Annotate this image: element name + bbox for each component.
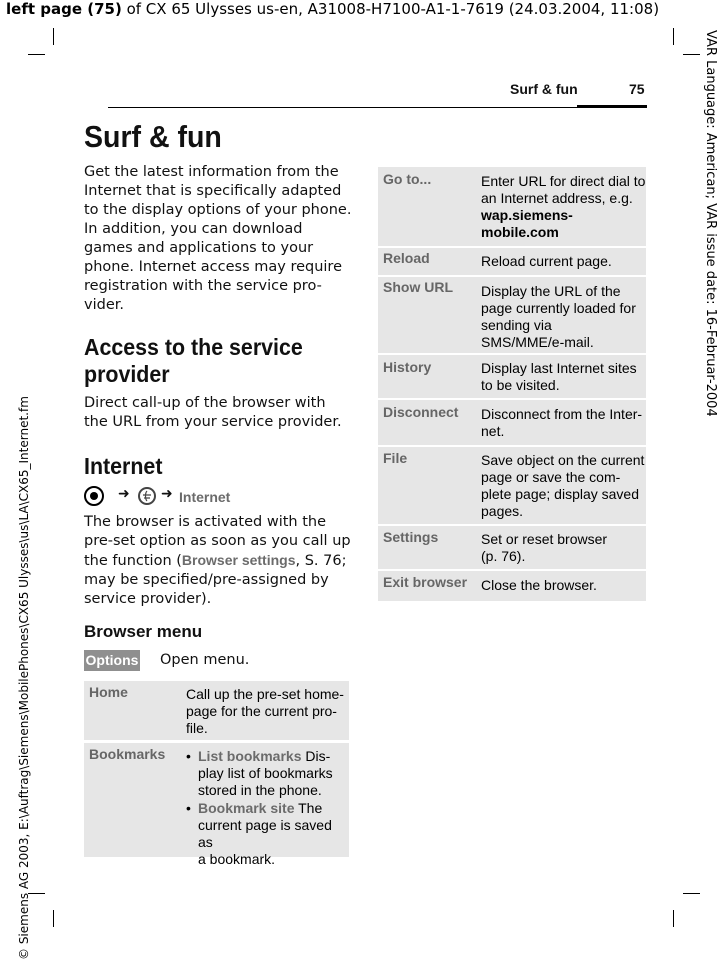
menu-key-goto: Go to... [383,171,432,187]
internet-globe-icon [138,487,156,505]
menu-desc-history [481,360,646,394]
menu-key-history: History [383,359,432,375]
desc-line: Save object on the current [481,452,645,468]
desc-line: Disconnect from the Inter- [481,406,643,422]
menu-key-exit-browser: Exit browser [383,574,468,590]
bookmark-site-label: Bookmark site [198,800,295,816]
table-row [84,681,349,740]
desc-line: Display the URL of the [481,283,621,299]
header-rest: of CX 65 Ulysses us-en, A31008-H7100-A1-1-7619 (24.03.2004, 11:08) [121,0,660,18]
access-heading-line1: Access to the service [84,334,303,360]
side-note-left: © Siemens AG 2003, E:\Auftrag\Siemens\MobilePhones\CX65 Ulysses\us\LA\CX65_Internet.fm [17,396,31,960]
menu-desc-settings [481,531,646,565]
document-header [6,0,659,18]
desc-text: The [294,800,323,816]
bullet-glyph: • [186,800,191,816]
globe-glyph [140,489,154,503]
access-line: Direct call-up of the browser with [84,395,326,411]
crop-mark [673,28,674,45]
desc-line: (p. 76). [481,548,526,564]
table-row [378,355,646,398]
table-row [378,571,646,601]
running-head-title: Surf & fun [510,81,578,97]
intro-line: vider. [84,297,124,313]
desc-line: to be visited. [481,377,560,393]
access-paragraph [84,394,342,432]
arrow-icon: ➜ [118,486,130,502]
bullet-glyph: • [186,748,191,764]
desc-line: Call up the pre-set home- [186,686,344,702]
menu-desc-reload: Reload current page. [481,253,612,269]
internet-line: may be specified/pre-assigned by [84,572,329,588]
crop-mark [683,54,700,55]
menu-desc-disconnect [481,406,646,440]
internet-text-part: the function ( [84,553,182,569]
menu-key-disconnect: Disconnect [383,404,459,420]
desc-line: sending via [481,317,552,333]
menu-key-show-url: Show URL [383,279,453,295]
crop-mark [53,28,54,45]
menu-desc-goto [481,173,646,241]
example-url: wap.siemens- [481,207,573,223]
bullet-item [186,800,348,868]
intro-paragraph [84,163,351,315]
menu-key-settings: Settings [383,529,439,545]
table-row [378,248,646,275]
side-note-right: VAR Language: American; VAR issue date: 16-Februar-2004 [703,30,718,417]
table-row [378,526,646,569]
intro-line: registration with the service pro- [84,278,322,294]
arrow-icon: ➜ [161,486,173,502]
desc-line: current page is saved as [198,817,332,850]
intro-line: Internet that is specifically adapted [84,183,342,199]
access-line: the URL from your service provider. [84,414,342,430]
menu-key-reload: Reload [383,250,430,266]
intro-line: Get the latest information from the [84,164,339,180]
menu-desc-show-url [481,283,646,351]
access-heading-line2: provider [84,361,170,387]
joystick-center-icon [84,486,104,506]
menu-key-bookmarks: Bookmarks [89,746,166,762]
list-bookmarks-label: List bookmarks [198,748,302,764]
desc-line: a bookmark. [198,851,276,867]
internet-line: pre-set option as soon as you call up [84,533,351,549]
intro-line: In addition, you can download [84,221,303,237]
menu-key-home: Home [89,684,128,700]
menu-desc-exit-browser: Close the browser. [481,577,597,593]
header-prefix: left page (75) [6,0,122,18]
desc-line: Display last Internet sites [481,360,637,376]
internet-heading: Internet [84,453,163,479]
desc-line: pages. [481,503,524,519]
desc-line: Enter URL for direct dial to [481,173,646,189]
intro-line: games and applications to your [84,240,314,256]
desc-line: page for the current pro- [186,703,337,719]
desc-line: page currently loaded for [481,300,636,316]
crop-mark [28,54,45,55]
desc-line: page or save the com- [481,469,621,485]
browser-menu-heading: Browser menu [84,622,203,641]
bullet-item [186,748,348,799]
page-title: Surf & fun [84,119,222,154]
intro-line: to the display options of your phone. [84,202,352,218]
internet-paragraph [84,513,354,609]
desc-line: Set or reset browser [481,531,608,547]
internet-text-part: , S. 76; [295,553,347,569]
header-rule-accent [577,105,647,107]
options-softkey: Options [84,650,140,671]
menu-desc-home [186,686,346,737]
intro-line: phone. Internet access may require [84,259,342,275]
desc-line: file. [186,720,208,736]
crop-mark [683,893,700,894]
table-row [378,447,646,524]
desc-text: Dis- [301,748,331,764]
desc-line: play list of bookmarks [198,765,333,781]
menu-key-file: File [383,450,408,466]
menu-desc-file [481,452,646,520]
desc-line: plete page; display saved [481,486,639,502]
table-row [378,400,646,445]
header-rule [108,107,647,108]
internet-line: service provider). [84,591,212,607]
internet-line [84,551,354,571]
desc-line: SMS/MME/e-mail. [481,334,594,350]
internet-line: The browser is activated with the [84,514,327,530]
crop-mark [673,910,674,927]
desc-line: an Internet address, e.g. [481,190,633,206]
softkey-description: Open menu. [160,652,250,668]
nav-path-internet: Internet [179,489,231,505]
desc-line: stored in the phone. [198,782,322,798]
example-url: mobile.com [481,224,559,240]
page-number: 75 [629,81,645,97]
menu-desc-bookmarks [186,748,348,868]
table-row [378,167,646,246]
browser-settings-ref: Browser settings [181,552,296,568]
table-row [378,277,646,353]
table-row [84,743,349,867]
crop-mark [53,910,54,927]
access-heading [84,334,303,388]
desc-line: net. [481,423,505,439]
